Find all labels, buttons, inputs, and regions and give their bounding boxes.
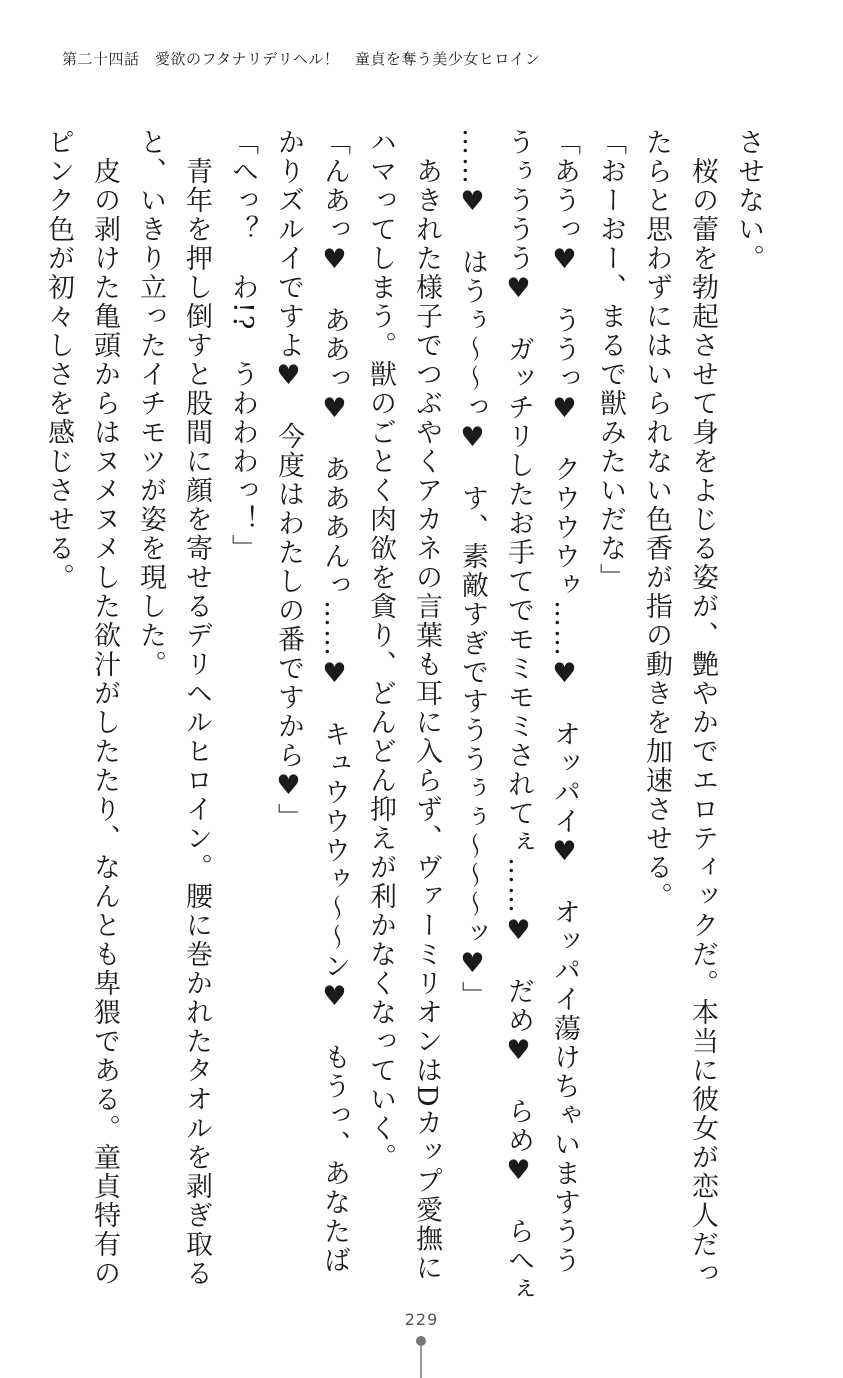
text-line: と、いきり立ったイチモツが姿を現した。 (135, 128, 166, 679)
text-line: うぅううう♥ ガッチリしたお手てでモミモミされてぇ……♥ だめ♥ らめ♥ らへぇ (503, 128, 534, 1304)
text-line: させない。 (733, 128, 764, 273)
text-line: 「へっ？ わ!? うわわわっ！」 (227, 128, 258, 564)
text-line: 「あうっ♥ ううっ♥ クウウウゥ……♥ オッパイ♥ オッパイ蕩けちゃいますうう (549, 128, 580, 1275)
text-line: 「おーおー、まるで獣みたいだな」 (595, 128, 626, 592)
page-number: 229 (404, 1310, 439, 1329)
running-head: 第二十四話 愛欲のフタナリデリヘル！ 童貞を奪う美少女ヒロイン (62, 50, 541, 68)
pin-ornament-icon (415, 1335, 427, 1378)
text-line: ……♥ はうぅ～～っ♥ す、素敵すぎですううぅぅ～～～ッ♥」 (457, 128, 488, 1010)
text-line: あきれた様子でつぶやくアカネの言葉も耳に入らず、ヴァーミリオンはDカップ愛撫に (411, 128, 442, 1283)
text-line: かりズルイですよ♥ 今度はわたしの番ですから♥」 (273, 128, 304, 832)
text-line: 青年を押し倒すと股間に顔を寄せるデリヘルヒロイン。腰に巻かれたタオルを剥ぎ取る (181, 128, 212, 1288)
text-line: 「んあっ♥ ああっ♥ あああんっ……♥ キュウウウゥ～～ン♥ もうっ、あなたば (319, 128, 350, 1275)
body-text (43, 128, 771, 1308)
text-line: ハマってしまう。獣のごとく肉欲を貪り、どんどん抑えが利かなくなっていく。 (365, 128, 396, 1172)
text-line: ピンク色が初々しさを感じさせる。 (43, 128, 74, 592)
text-line: 皮の剥けた亀頭からはヌメヌメした欲汁がしたたり、なんとも卑猥である。童貞特有の (89, 128, 120, 1288)
text-line: 桜の蕾を勃起させて身をよじる姿が、艶やかでエロティックだ。本当に彼女が恋人だっ (687, 128, 718, 1288)
text-line: たらと思わずにはいられない色香が指の動きを加速させる。 (641, 128, 672, 911)
